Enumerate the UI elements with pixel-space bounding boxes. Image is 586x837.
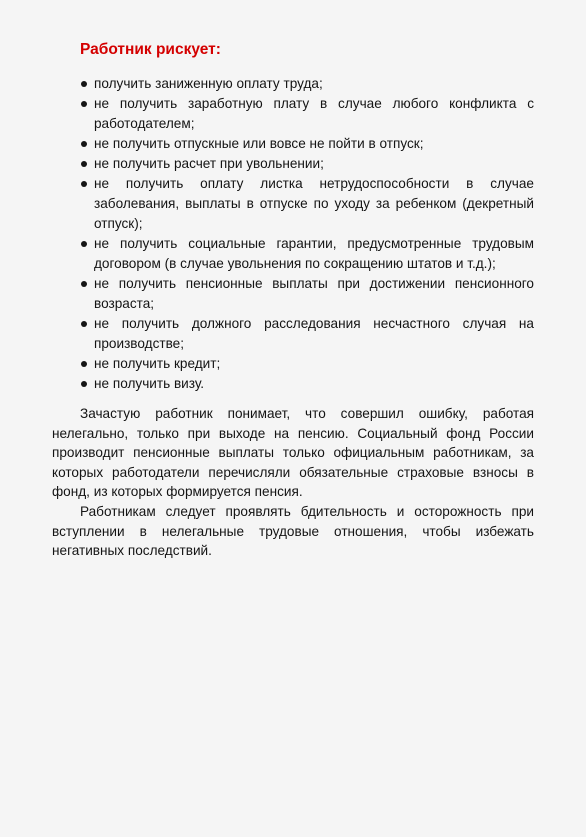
section-heading: Работник рискует: — [80, 41, 221, 58]
risk-list-item — [52, 274, 534, 314]
body-paragraph: Зачастую работник понимает, что совершил ошибку, работая нелегально, только при выходе на пенсию. Социальный фонд России производит пенсионные выплаты только официальным работникам, за которых работодатели перечисляли обязательные страховые взносы в фонд, из которых формируется пенсия. — [52, 406, 534, 500]
bullet-icon — [81, 241, 87, 247]
risk-text: не получить пенсионные выплаты при достижении пенсионного возраста; — [94, 276, 534, 311]
risk-text: не получить заработную плату в случае любого конфликта с работодателем; — [94, 96, 534, 131]
risk-list — [52, 74, 534, 394]
risk-list-item — [52, 134, 534, 154]
risk-list-item — [52, 74, 534, 94]
risk-list-item — [52, 154, 534, 174]
bullet-icon — [81, 141, 87, 147]
bullet-icon — [81, 161, 87, 167]
risk-text: не получить должного расследования несчастного случая на производстве; — [94, 316, 534, 351]
risk-list-item — [52, 234, 534, 274]
bullet-icon — [81, 101, 87, 107]
bullet-icon — [81, 81, 87, 87]
risk-text: не получить отпускные или вовсе не пойти в отпуск; — [94, 136, 424, 151]
risk-text: не получить визу. — [94, 376, 205, 391]
risk-text: не получить оплату листка нетрудоспособности в случае заболевания, выплаты в отпуске по уходу за ребенком (декретный отпуск); — [94, 176, 534, 231]
risk-list-item — [52, 94, 534, 134]
bullet-icon — [81, 281, 87, 287]
risk-text: не получить расчет при увольнении; — [94, 156, 324, 171]
body-paragraph: Работникам следует проявлять бдительность и осторожность при вступлении в нелегальные трудовые отношения, чтобы избежать негативных последствий. — [52, 503, 534, 559]
risk-list-item — [52, 354, 534, 374]
risk-text: не получить кредит; — [94, 356, 221, 371]
risk-list-item — [52, 314, 534, 354]
risk-list-item — [52, 374, 534, 394]
bullet-icon — [81, 321, 87, 327]
risk-text: получить заниженную оплату труда; — [94, 76, 323, 91]
bullet-icon — [81, 361, 87, 367]
bullet-icon — [81, 381, 87, 387]
risk-list-item — [52, 174, 534, 234]
bullet-icon — [81, 181, 87, 187]
risk-text: не получить социальные гарантии, предусмотренные трудовым договором (в случае увольнения по сокращению штатов и т.д.); — [94, 236, 534, 271]
